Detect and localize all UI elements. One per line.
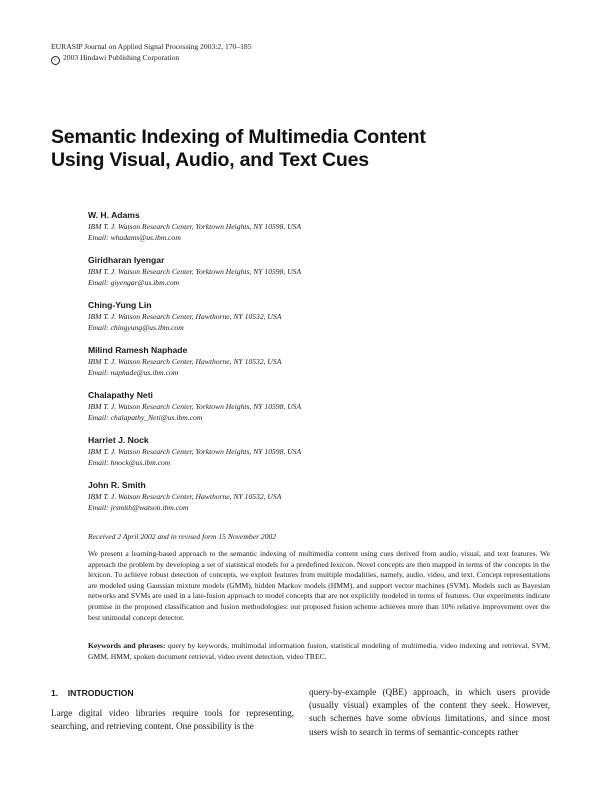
author-email[interactable]: Email: jrsmith@watson.ibm.com [88, 503, 189, 512]
keywords [88, 641, 550, 662]
author-block [88, 435, 548, 480]
body-column-left: Large digital video libraries require tools for representing, searching, and retrieving content. One possibility is the [51, 708, 294, 732]
author-affiliation: IBM T. J. Watson Research Center, Yorktown Heights, NY 10598, USA [88, 267, 302, 276]
author-block [88, 345, 548, 390]
copyright-icon: c [51, 56, 60, 65]
author-email[interactable]: Email: giyengar@us.ibm.com [88, 278, 180, 287]
author-email[interactable]: Email: whadams@us.ibm.com [88, 233, 181, 242]
author-name: Giridharan Iyengar [88, 255, 165, 265]
author-affiliation: IBM T. J. Watson Research Center, Hawthorne, NY 10532, USA [88, 357, 282, 366]
keywords-label: Keywords and phrases: [88, 641, 166, 650]
author-block [88, 480, 548, 525]
author-name: Milind Ramesh Naphade [88, 345, 188, 355]
author-name: W. H. Adams [88, 210, 140, 220]
title-line-2: Using Visual, Audio, and Text Cues [51, 149, 369, 171]
author-name: Chalapathy Neti [88, 390, 153, 400]
body-column-right: query-by-example (QBE) approach, in which users provide (usually visual) examples of the content they seek. However, such schemes have some obvious limitations, and since most users wish to search in terms of semantic-concepts rather [309, 687, 550, 737]
keywords-text: query by keywords, multimodal information fusion, statistical modeling of multimedia, video indexing and retrieval, SVM, GMM, HMM, spoken document retrieval, video event detection, video TREC. [88, 641, 550, 661]
author-block [88, 210, 548, 255]
author-name: Ching-Yung Lin [88, 300, 152, 310]
author-affiliation: IBM T. J. Watson Research Center, Yorktown Heights, NY 10598, USA [88, 402, 302, 411]
received-date: Received 2 April 2002 and in revised form 15 November 2002 [88, 532, 277, 541]
journal-header [51, 41, 252, 65]
author-block [88, 390, 548, 435]
copyright-text: 2003 Hindawi Publishing Corporation [63, 53, 180, 62]
author-name: Harriet J. Nock [88, 435, 149, 445]
author-block [88, 255, 548, 300]
author-email[interactable]: Email: chalapathy_Neti@us.ibm.com [88, 413, 203, 422]
abstract: We present a learning-based approach to the semantic indexing of multimedia content using cues derived from audio, visual, and text features. We approach the problem by developing a set of statistical models for a predefined lexicon. Novel concepts are then mapped in terms of the concepts in the lexicon. To achieve robust detection of concepts, we exploit features from multiple modalities, namely, audio, video, and text. Concept representations are modeled using Gaussian mixture models (GMM), hidden Markov models (HMM), and support vector machines (SVM). Models such as Bayesian networks and SVMs are used in a late-fusion approach to model concepts that are not explicitly modeled in terms of features. Our experiments indicate promise in the proposed classification and fusion methodologies: our proposed fusion scheme achieves more than 10% relative improvement over the best unimodal concept detector. [88, 549, 550, 622]
author-email[interactable]: Email: hnock@us.ibm.com [88, 458, 171, 467]
author-list [88, 210, 548, 525]
author-affiliation: IBM T. J. Watson Research Center, Yorktown Heights, NY 10598, USA [88, 222, 302, 231]
author-affiliation: IBM T. J. Watson Research Center, Hawthorne, NY 10532, USA [88, 312, 282, 321]
section-heading [51, 688, 134, 698]
title-line-1: Semantic Indexing of Multimedia Content [51, 126, 426, 148]
section-title: INTRODUCTION [67, 688, 134, 698]
copyright-line [51, 52, 252, 65]
author-block [88, 300, 548, 345]
section-number: 1. [51, 688, 59, 698]
author-email[interactable]: Email: chingyung@us.ibm.com [88, 323, 184, 332]
journal-citation: EURASIP Journal on Applied Signal Processing 2003:2, 170–185 [51, 42, 252, 51]
author-affiliation: IBM T. J. Watson Research Center, Yorktown Heights, NY 10598, USA [88, 447, 302, 456]
author-affiliation: IBM T. J. Watson Research Center, Hawthorne, NY 10532, USA [88, 492, 282, 501]
author-email[interactable]: Email: naphade@us.ibm.com [88, 368, 179, 377]
paper-title [51, 126, 551, 172]
author-name: John R. Smith [88, 480, 146, 490]
